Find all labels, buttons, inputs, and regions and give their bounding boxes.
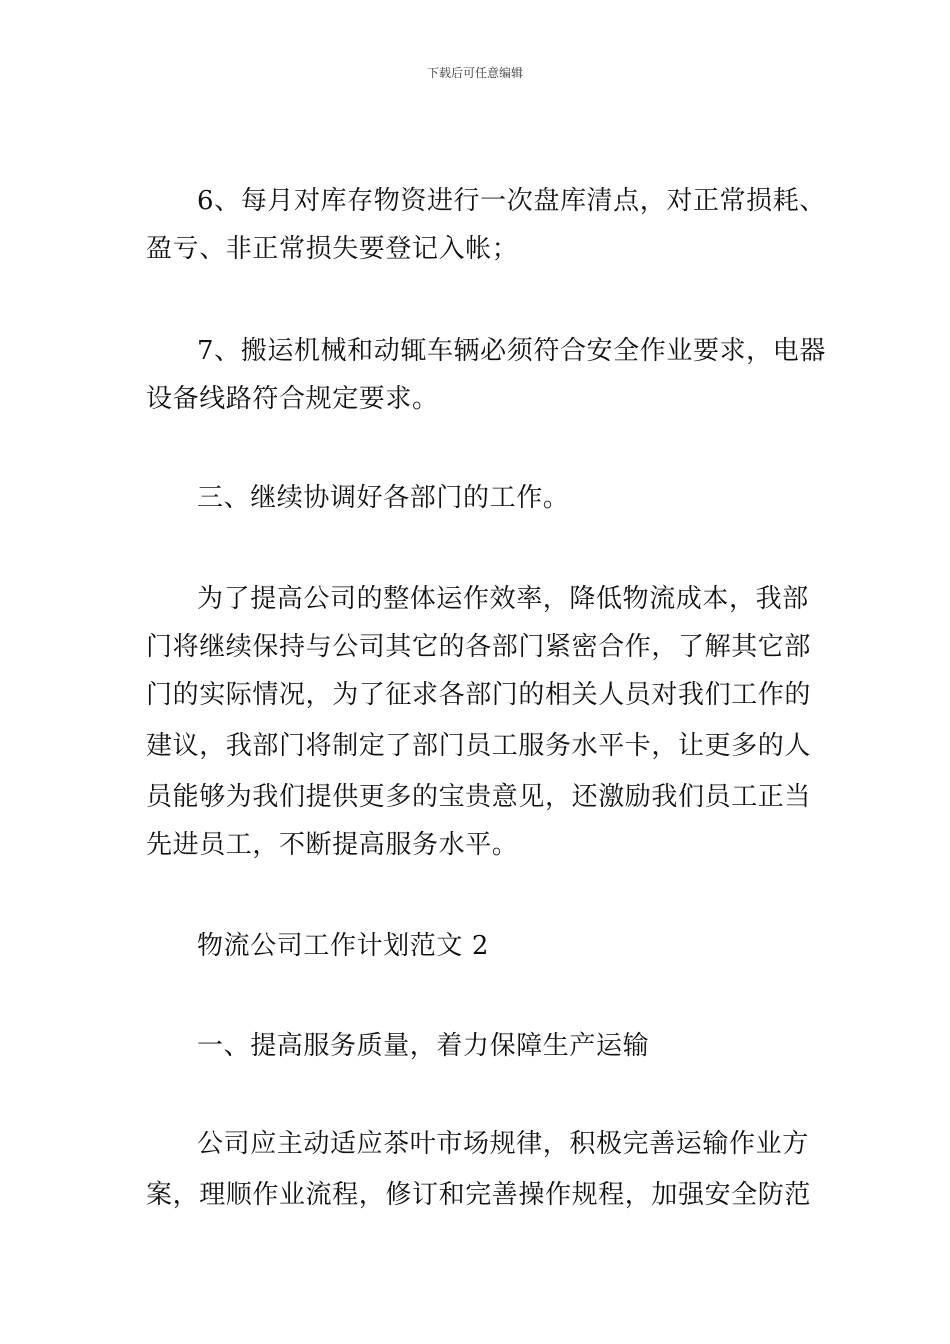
paragraph-line: 盈亏、非正常损失要登记入帐； (146, 234, 519, 264)
paragraph-line: 建议，我部门将制定了部门员工服务水平卡，让更多的人 (146, 731, 812, 761)
paragraph-line: 门的实际情况，为了征求各部门的相关人员对我们工作的 (146, 680, 812, 710)
page-header: 下载后可任意编辑 (426, 66, 523, 80)
paragraph-line: 为了提高公司的整体运作效率，降低物流成本，我部 (197, 584, 809, 614)
paragraph-line: 员能够为我们提供更多的宝贵意见，还激励我们员工正当 (146, 782, 812, 812)
paragraph-line: 先进员工，不断提高服务水平。 (146, 830, 519, 860)
paragraph-line: 设备线路符合规定要求。 (146, 384, 439, 414)
paragraph-line: 7、搬运机械和动辄车辆必须符合安全作业要求，电器 (197, 336, 826, 366)
paragraph-line: 门将继续保持与公司其它的各部门紧密合作，了解其它部 (146, 632, 812, 662)
section-heading: 一、提高服务质量，着力保障生产运输 (197, 1031, 650, 1061)
paragraph-line: 案，理顺作业流程，修订和完善操作规程，加强安全防范 (146, 1180, 812, 1210)
paragraph-line: 6、每月对库存物资进行一次盘库清点，对正常损耗、 (197, 186, 826, 216)
section-heading: 三、继续协调好各部门的工作。 (197, 483, 570, 513)
document-title: 物流公司工作计划范文 2 (197, 931, 490, 961)
paragraph-line: 公司应主动适应茶叶市场规律，积极完善运输作业方 (197, 1129, 809, 1159)
